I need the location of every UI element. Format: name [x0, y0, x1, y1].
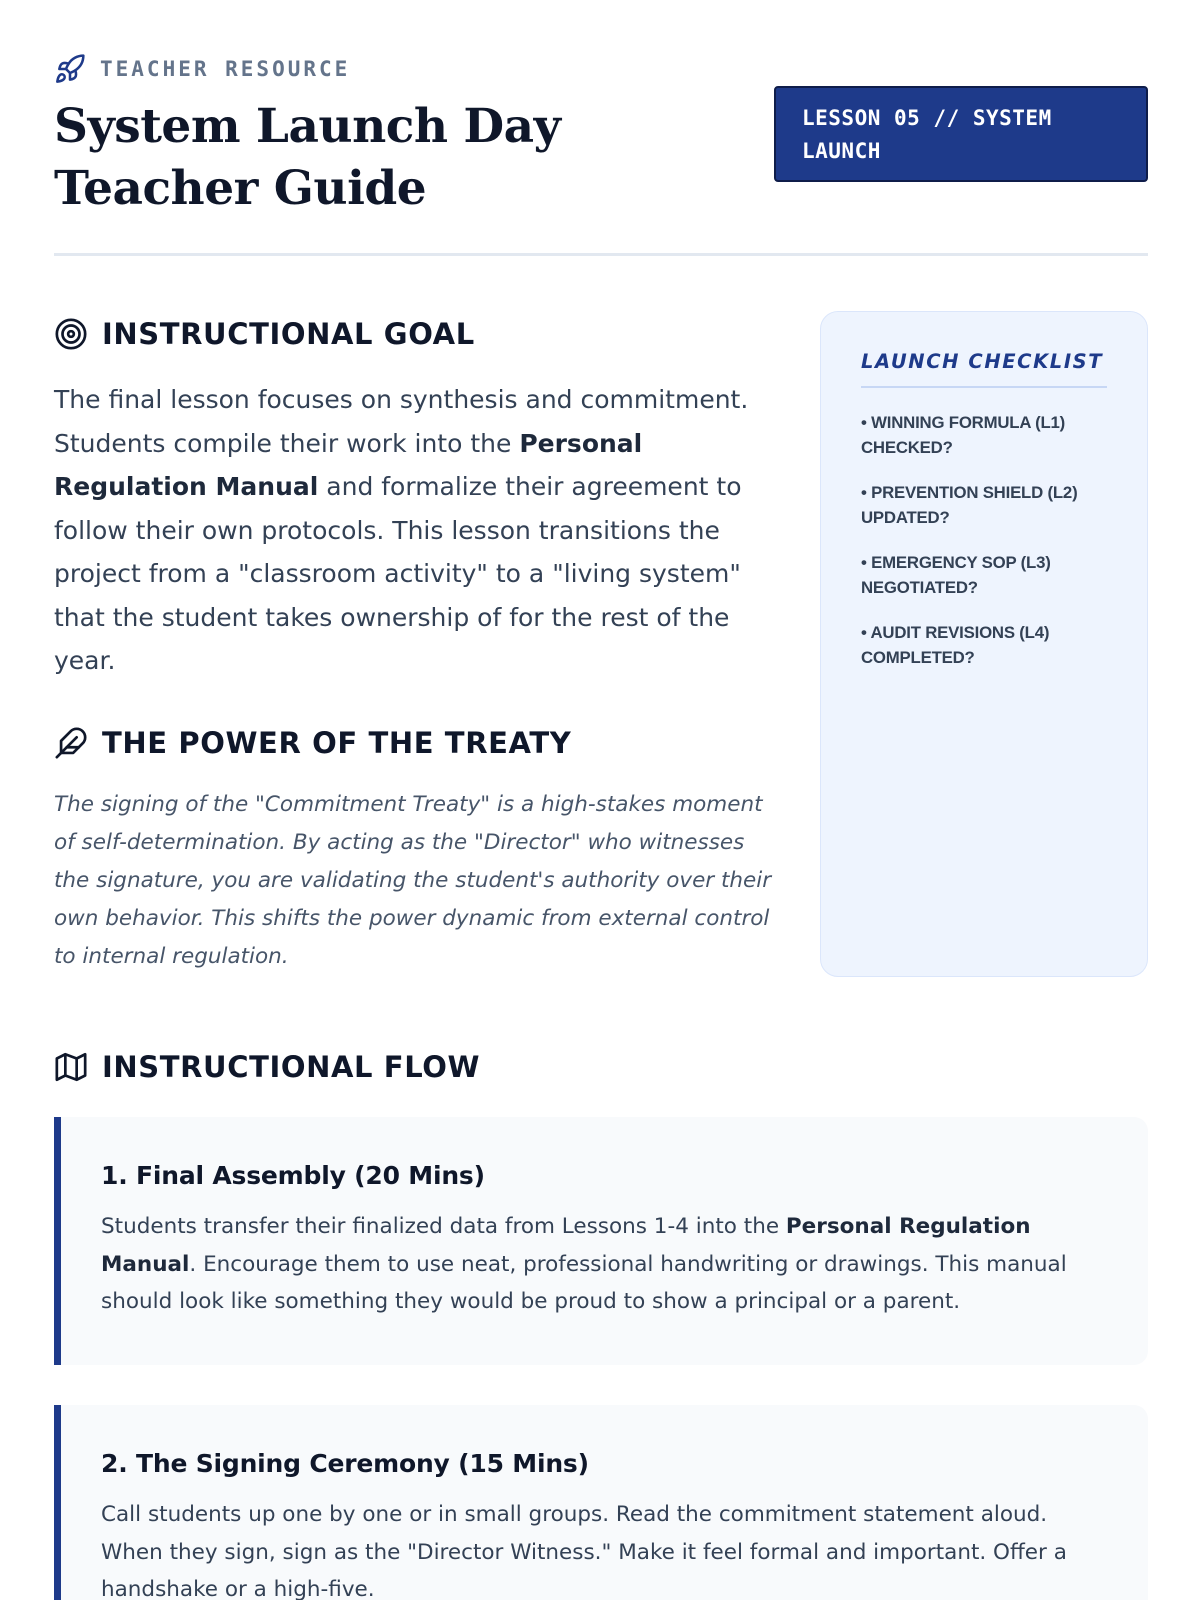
flow-step-text-bold: Personal Regulation Manual	[101, 1214, 1031, 1277]
flow-step-title: 2. The Signing Ceremony (15 Mins)	[101, 1449, 589, 1478]
checklist-item: • EMERGENCY SOP (L3) NEGOTIATED?	[861, 553, 1051, 597]
treaty-heading-label: THE POWER OF THE TREATY	[102, 726, 572, 760]
flow-heading-label: INSTRUCTIONAL FLOW	[102, 1050, 481, 1084]
checklist-title: LAUNCH CHECKLIST	[861, 350, 1107, 388]
feather-icon	[54, 726, 88, 760]
checklist-item: • WINNING FORMULA (L1) CHECKED?	[861, 413, 1066, 457]
flow-step-text	[101, 1208, 1108, 1321]
goal-heading-label: INSTRUCTIONAL GOAL	[102, 317, 475, 351]
goal-text-end: and formalize their agreement to follow their own protocols. This lesson transitions the project from a "classroom activity" to a "living system" that the student takes ownership of for the rest of the year.	[54, 472, 742, 675]
flow-step-text-end: . Encourage them to use neat, professional handwriting or drawings. This manual should look like something they would be proud to show a principal or a parent.	[101, 1251, 1067, 1314]
flow-heading	[54, 1047, 480, 1087]
page-header	[54, 52, 1148, 216]
eyebrow-label: TEACHER RESOURCE	[100, 57, 351, 81]
goal-paragraph	[54, 378, 774, 683]
checklist-item: • PREVENTION SHIELD (L2) UPDATED?	[861, 483, 1078, 527]
lesson-badge: LESSON 05 // SYSTEM LAUNCH	[774, 86, 1148, 182]
rocket-icon	[54, 53, 86, 85]
treaty-paragraph: The signing of the "Commitment Treaty" is a high-stakes moment of self-determination. By acting as the "Director" who witnesses the signature, you are validating the student's authority over their own behavior. This shifts the power dynamic from external control to internal regulation.	[54, 792, 772, 969]
treaty-heading	[54, 723, 571, 763]
goal-text-bold: Personal Regulation Manual	[54, 428, 643, 501]
flow-step-card	[54, 1405, 1148, 1600]
target-icon	[54, 317, 88, 351]
flow-step-text-start: Students transfer their finalized data from Lessons 1-4 into the	[101, 1214, 786, 1239]
launch-checklist	[820, 311, 1148, 977]
flow-step-title: 1. Final Assembly (20 Mins)	[101, 1161, 485, 1190]
goal-heading	[54, 314, 475, 354]
flow-step-card	[54, 1117, 1148, 1365]
checklist-item: • AUDIT REVISIONS (L4) COMPLETED?	[861, 623, 1050, 667]
goal-text-start: The final lesson focuses on synthesis and commitment. Students compile their work into the	[54, 385, 749, 458]
map-icon	[54, 1050, 88, 1084]
eyebrow	[54, 52, 1148, 86]
flow-step-text: Call students up one by one or in small groups. Read the commitment statement aloud. When they sign, sign as the "Director Witness." Make it feel formal and important. Offer a handshake or a high-five.	[101, 1502, 1067, 1600]
header-divider	[54, 253, 1148, 256]
page-title: System Launch Day Teacher Guide	[54, 99, 561, 216]
